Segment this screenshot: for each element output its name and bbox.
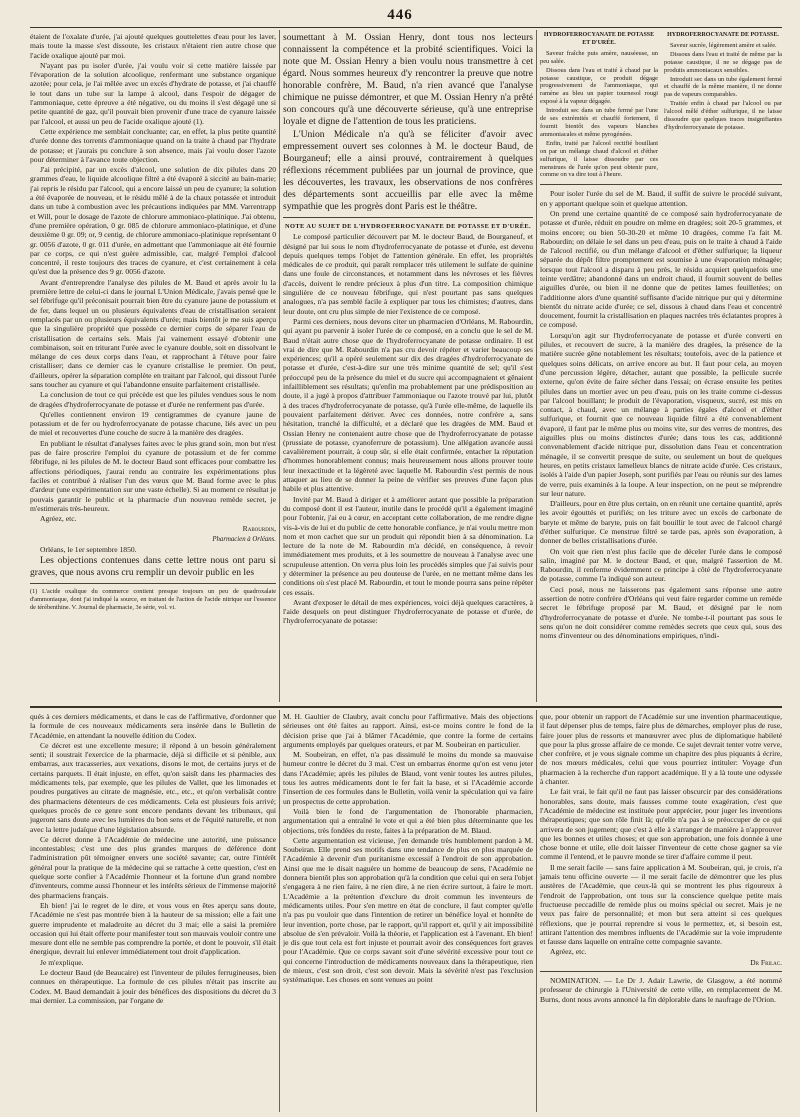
paragraph: Invité par M. Baud à diriger et à améliorer autant que possible la préparation du composé dont il est l'auteur, inutile dans le procédé qu'il a également imaginé pour l'obtenir, j'ai eu à cœur, en acceptant cette collaboration, de me rendre digne vis-à-vis de lui et du public de cette honorable confiance, je n'ai voulu mettre mon nom et mon cachet que sur un produit qui répondit bien à sa dénomination. La lecture de la note de M. Rabourdin m'a décidé, en conséquence, à revoir immédiatement mes produits, et à les soumettre de nouveau à l'analyse avec une scrupuleuse attention. On verra plus loin les procédés simples que j'ai suivis pour y déterminer la présence au peu douteuse de l'urée, en ne mettant même dans les conditions où s'est placé M. Rabourdin, et tout le monde pourra sans peine répéter ces essais. (283, 494, 533, 597)
comparison-item: Traitée enfin à chaud par l'alcool ou par l'alcool mêlé d'éther sulfurique, il ne laisse dissoudre que quelques traces insignifiantes d'hydroferrocyanate de potasse. (664, 100, 782, 131)
signature: Dr Frilac. (750, 957, 782, 967)
comparison-table (540, 32, 782, 180)
closing: Agréez, etc. (40, 514, 77, 524)
footnote-rule (30, 583, 276, 584)
paragraph: Cette expérience me semblait concluante; car, en effet, la plus petite quantité d'urée donne des torrents d'ammoniaque quand on la traite à chaud par l'hydrate de potasse; et j'aurais pu conclure à son absence, mais j'ai voulu doser l'azote pour déterminer à l'avance toute objection. (30, 126, 276, 164)
news-item: NOMINATION. — Le Dr J. Adair Lawrie, de Glasgow, a été nommé professeur de chirurgie à l'Université de cette ville, en remplacement de M. Burns, dont nous avons annoncé la fin déplorable dans le naufrage de l'Orion. (540, 976, 782, 1004)
section-title: NOTE AU SUJET DE L'HYDROFERROCYANATE DE POTASSE ET D'URÉE. (284, 223, 532, 230)
news-rule (540, 971, 782, 972)
paragraph: Voilà bien le fond de l'argumentation de l'honorable pharmacien, argumentation qui a entraîné le vote et qui a été bien plus déterminante que les objections, très fondées du reste, faites à la préparation de M. Blaud. (283, 806, 533, 835)
paragraph: que, pour obtenir un rapport de l'Académie sur une invention pharmaceutique, il faut dépenser plus de temps, faire plus de démarches, employer plus de ruse, faire jouer plus de ressorts et manœuvrer avec plus de diplomatique habileté que pour la plus grosse affaire de ce monde. Ce sujet devrait tenter votre verve, cher confrère, et je vous signale comme un chapitre des plus piquants à écrire, de nos mœurs médicales, celui que vous pourriez intituler: Voyage d'un pharmacien à la recherche d'un rapport académique. Il y a là toute une odyssée à chanter. (540, 712, 782, 787)
paragraph: On voit que rien n'est plus facile que de déceler l'urée dans le composé salin, imaginé par M. le docteur Baud, et que, malgré l'assertion de M. Rabourdin, il renferme évidemment ce principe à côté de l'hydroferrocyanate de potasse, comme l'a indiqué son auteur. (540, 546, 782, 584)
comparison-item: Introduit sec dans un tube également fermé et chauffé de la même manière, il ne donne pas de vapeurs comparables. (664, 75, 782, 99)
paragraph: Cette argumentation est vicieuse, j'en demande très humblement pardon à M. Soubeiran. Elle prend ses motifs dans une tendance de plus en plus marquée de l'Académie à devenir d'un puritanisme excessif à l'endroit de son approbation. Ainsi que me le disait naguère un homme de beaucoup de sens, l'Académie ne donnera bientôt plus son approbation qu'à la condition que celui qui en sera l'objet s'engagera à ne rien faire, à ne rien dire, à ne rien écrire surtout, à faire le mort. L'Académie a la prétention d'exclure du droit commun les inventeurs de médicaments utiles. Pour s'en mettre en état de conclure, il faut compter qu'elle n'a pas pu vouloir que dans l'intention de retirer un bénéfice loyal et honnête de leur invention, porte chose, par le rapport, qu'il rapport et, qu'il y ait impossibilité absolue de s'en prévaloir. Voilà la théorie, et l'application est à l'avenant. Eh bien! je dis que tout cela est fort injuste et pourrait avoir des conséquences fort graves pour l'Académie. Que ce corps savant soit d'une sévérité excessive pour tout ce qui concerne l'introduction de médicaments nouveaux dans la thérapeutique, rien de mieux, c'est son droit, c'est son devoir. Mais la sévérité n'est pas l'exclusion systématique. Les choses en sont venues au point (283, 835, 533, 985)
paragraph: Pour isoler l'urée du sel de M. Baud, il suffit de suivre le procédé suivant, en y apportant quelque soin et quelque attention. (540, 189, 782, 208)
paragraph: Il me serait facile — sans faire application à M. Soubeiran, qui, je crois, n'a jamais tenu officine ouverte — il me serait facile de démontrer que les plus austères de l'Académie, que ceux-là qui se montrent les plus rigoureux à l'endroit de l'approbation, ont tous sur la conscience quelque petite mais fructueuse peccadille de remède plus ou moins spécial ou secret. Mais je ne veux pas faire de personnalité; et mon but sera atteint si ces quelques réflexions, que je pourrai reprendre si vous le permettez, et, si besoin est, attirant l'attention des membres influents de l'Académie sur la voie imprudente et fausse dans laquelle on entraîne cette compagnie savante. (540, 862, 782, 947)
paragraph: J'ai précipité, par un excès d'alcool, une solution de dix pilules dans 20 grammes d'eau, le liquide alcoolique filtré a été évaporé à siccité au bain-marie; j'ai repris le résidu par l'alcool, qui a encore laissé un peu de cyanure; la solution a été évaporée de nouveau, et le résidu mêlé à de la chaux potassée et introduit dans un tube à combustion avec les précautions indiquées par MM. Varrentrapp et Will, pour le dosage de l'azote de chlorure ammoniaco-platinique. J'ai obtenu, d'une première opération, 0 gr. 085 de chlorure ammoniaco-platinique, et d'une deuxième 0 gr. 09; or, 9 centig. de chlorure ammoniaco-platinique représentant 0 gr. 0056 d'azote, 0 gr. 011 d'urée, en admettant que l'ammoniaque ait été fournie par ce corps, ce qui n'est guère admissible, car, malgré l'emploi d'alcool concentré, il reste toujours des traces de cyanure, et c'est certainement à cela qu'est due la présence des 9 gr. 0056 d'azote. (30, 165, 276, 277)
paragraph: On prend une certaine quantité de ce composé sain hydroferrocyanate de potasse et d'urée, réduit en poudre on même en dragées; soit 20-5 grammes, et moins encore; ou bien 50-30-20 et même 10 dragées, comme l'a fait M. Rabourdin; on délaie le sel dans un peu d'eau, puis on le traite à chaud à l'aide de l'alcool rectifié, ou d'un mélange d'alcool et d'éther sulfurique; la liqueur séparée du dépôt filtre promptement est soumise à une évaporation ménagée; lorsque tout l'alcool a disparu à peu près, le résidu acquiert quelquefois une teinte verdâtre; abandonné dans un endroit chaud, il fournit souvent de belles aiguilles d'urée, ou bien il ne donne que de petites lames feuilletées; on l'additionne alors d'une quantité suffisante d'acide nitrique pur qui y détermine bientôt du nitrate acide d'urée; ce sel, dissous à chaud dans l'eau et concentré doucement, fournit la cristallisation en plaques nacrées très éclatantes propres à ce composé. (540, 208, 782, 330)
comparison-item: Saveur sucrée, légèrement amère et salée. (670, 41, 777, 49)
dateline: Orléans, le 1er septembre 1850. (40, 545, 137, 555)
header-rule (30, 27, 782, 28)
comparison-item: Dissous dans l'eau et traité de même par la potasse caustique, il ne se dégage pas de produits ammoniacaux sensibles. (664, 50, 782, 74)
paragraph: Parmi ces derniers, nous devons citer un pharmacien d'Orléans, M. Rabourdin, qui ayant pu parvenir à isoler l'urée de ce composé, en a conclu que le sel de M. Baud n'était autre chose que de l'hydroferrocyanate de potasse ordinaire. Il est vrai de dire que M. Rabourdin n'a pas cru devoir répéter et varier beaucoup ses expériences; qu'il a opéré seulement sur dix des dragées d'hydroferrocyanate de potasse et d'urée, c'est-à-dire sur une très minime quantité de sel; qu'il s'est préoccupé peu de la présence du miel et du sucre qui accompagnaient et gênaient infailliblement ses résultats; qu'enfin ma probablement par une prédisposition au doute, il a jugé à propos d'attribuer l'ammoniaque ou l'azote trouvé par lui, plutôt à des traces d'hydroferrocyanate de potasse, qu'à l'urée elle-même, de laquelle ils pouvaient parfaitement dériver. Avec ces données, notre confrère a, sans hésitation, tranché la difficulté, et a déclaré que les dragées de MM. Baud et Ossian Henry ne contenaient autre chose que de l'hydroferrocyanate de potasse (prussiate de potasse, cyanoferrure de potassium). Une allégation avancée aussi cavalièrement pourrait, à coup sûr, si elle était confirmée, entacher la réputation d'hommes honorablement connus; mais heureusement nous allons prouver toute leur inexactitude et la légèreté avec laquelle M. Rabourdin s'est permis de nous attaquer au lieu de se donner la peine de vérifier ses preuves d'une façon plus habile et plus attentive. (283, 316, 533, 494)
paragraph: Je m'explique. (40, 957, 84, 967)
paragraph: qués à ces derniers médicaments, et dans le cas de l'affirmative, d'ordonner que la formule de ces nouveaux médicaments sera insérée dans le Bulletin de l'Académie, en attendant la nouvelle édition du Codex. (30, 712, 276, 740)
column-divider (279, 710, 280, 1112)
signature-title: Pharmacien à Orléans. (212, 535, 276, 543)
left-column (30, 32, 276, 672)
paragraph: Ce décret est une excellente mesure; il répond à un besoin généralement senti; il soustrait l'exercice de la pharmacie, déjà si difficile et si pénible, aux embarras, aux tracasseries, aux vexations, disons le mot, de certains jurys et de certains parquets. Il était injuste, en effet, qu'on saisît dans les pharmacies des médicaments tels, par exemple, que les pilules de Vallet, que les limonades et poudres purgatives au citrate de magnésie, etc., etc., et qu'on verbalisât contre des pharmaciens détenteurs de ces médicaments. Cela est plusieurs fois arrivé; quelques procès de ce genre sont encore pendants devant les tribunaux, qui jugeront sans doute avec les lumières du bon sens et de l'équité naturelle, et non avec la lettre judaïque d'une législation absurde. (30, 740, 276, 834)
paragraph: étaient de l'oxalate d'urée, j'ai ajouté quelques gouttelettes d'eau pour les laver, mais toute la masse s'est dissoute, les cristaux n'étaient rien autre chose que l'acide oxalique ajouté par moi. (30, 32, 276, 60)
bottom-left-column (30, 712, 276, 1112)
paragraph: N'ayant pas pu isoler d'urée, j'ai voulu voir si cette matière laissée par l'évaporation de la solution alcoolique, renfermant une substance organique azotée; pour cela, je l'ai mêlée avec un excès d'hydrate de potasse, et j'ai chauffé le tout dans un tube sur la lampe à alcool, dans l'espoir de dégager de l'ammoniaque, cette épreuve a été négative, ou du moins il s'est dégagé une si petite quantité de gaz, qu'il pouvait bien provenir d'une trace de cyanure laissée par l'alcool, et aussi un peu de l'acide oxalique ajouté (1). (30, 60, 276, 126)
comparison-item: Enfin, traité par l'alcool rectifié bouillant on par un mélange chaud d'alcool et d'éther sulfurique, il laisse dissoudre par ces menstrues de l'urée qu'on peut obtenir pure, comme on va dire tout à l'heure. (540, 139, 658, 179)
column-divider (536, 710, 537, 1112)
comparison-item: Saveur fraîche puis amère, nauséeuse, un peu salée. (540, 49, 658, 65)
paragraph: La conclusion de tout ce qui précède est que les pilules vendues sous le nom de dragées d'hydroferrocyanate de potasse et d'urée ne renferment pas d'urée. (30, 390, 276, 409)
right-column (540, 32, 782, 702)
paragraph: M. Soubeiran, en effet, n'a pas dissimulé le moins du monde sa mauvaise humeur contre le décret du 3 mai. C'est un embarras énorme qu'on est venu jeter dans l'Académie; après les pilules de Blaud, vont venir toutes les autres pilules, tous les autres médicaments dont le fer fait la base, et si l'Académie accorde l'insertion de ces formules dans le Bulletin, voilà venir la spéculation qui va faire un prospectus de cette approbation. (283, 750, 533, 806)
paragraph: En publiant le résultat d'analyses faites avec le plus grand soin, mon but n'est pas de faire proscrire l'emploi du cyanure de potassium et de fer comme fébrifuge, ni les pilules de M. le docteur Baud sont efficaces pour combattre les affections périodiques, j'aurai rendu au contraire les expérimentations plus faciles et contribué à réaliser l'un des vœux que M. Baud forme avec le plus d'ardeur (une expérimentation sur une vaste échelle). Si au moment ce résultat je pouvais garantir le public et la pharmacie d'un nouveau remède secret, je m'estimerais très-heureux. (30, 438, 276, 513)
table-rule (540, 184, 782, 185)
comparison-item: Introduit sec dans un tube fermé par l'une de ses extrémités et chauffé fortement, il fournit bientôt des vapeurs blanches ammoniacales et même pyrogénées. (540, 107, 658, 138)
paragraph: Avant d'entreprendre l'analyse des pilules de M. Baud et après avoir lu la première lettre de celui-ci dans le journal L'Union Médicale, j'avais pensé que le sel fébrifuge qu'il préconisait pourrait bien être du cyanure jaune de potassium et de fer, dans lequel un ou plusieurs équivalents d'eau de cristallisation seraient remplacés par un ou plusieurs équivalents d'urée; mais bientôt je me suis aperçu que la singulière propriété que possède ce dernier corps de séparer l'eau de cristallisation de certains sels. Mais j'ai vainement essayé d'obtenir une combinaison, soit en triturant l'urée avec le cyanure double, soit en dissolvant le mélange de ces deux corps dans l'eau, et rapprochant à l'étuve pour faire cristalliser; dans ce dernier cas le cyanure cristallise le premier. On peut, d'ailleurs, opérer la séparation complète en traitant par l'alcool, qui dissout l'urée sans toucher au cyanure et qui l'abandonne ensuite parfaitement cristallisée. (30, 277, 276, 389)
comparison-heading: HYDROFERROCYANATE DE POTASSE. (667, 32, 779, 38)
column-divider (279, 30, 280, 702)
comparison-column-potash (664, 32, 782, 180)
signature: Rabourdin, (242, 524, 276, 534)
paragraph: D'ailleurs, pour en être plus certain, on en réunit une certaine quantité, après les avoir égouttés et purifiés; on les triture avec un excès de carbonate de baryte et même de baryte, puis on fait bouillir le tout avec de l'alcool chargé d'éther sulfurique. Ce menstrue filtré se tarde pas, après son évaporation, à donner de belles cristallisations d'urée. (540, 499, 782, 546)
comparison-column-urea (540, 32, 658, 180)
footnote: (1) L'acide oxalique du commerce contient presque toujours un peu de quadroxalate d'ammoniaque, dont j'ai indiqué la source, en traitant de l'action de l'acide nitrique sur l'essence de térébenthine. V. Journal de pharmacie, 3e série, vol. vi. (30, 588, 276, 611)
paragraph: soumettant à M. Ossian Henry, dont tous nos lecteurs connaissent la compétence et la probité scientifiques. Voici la note que M. Ossian Henry a bien voulu nous transmettre à cet égard. Nous sommes heureux d'y rencontrer la preuve que notre honorable confrère, M. Baud, n'a rien avancé que l'analyse chimique ne puisse démontrer, et que M. Ossian Henry n'a prêté son concours qu'à une découverte sérieuse, qu'à une entreprise loyale et digne de l'attention de tous les praticiens. (283, 32, 533, 127)
paragraph: Eh bien! j'ai le regret de le dire, et vous vous en êtes aperçu sans doute, l'Académie ne s'est pas montrée bien à la hauteur de sa mission; elle a fait une guerre imprudente et maladroite au décret du 3 mai; elle a saisi la première occasion qui lui était offerte pour manifester tout son mauvais vouloir contre une mesure dont elle ne semble pas comprendre la portée, et dont le pouvoir, s'il était énergique, devrait lui enlever immédiatement tout droit d'application. (30, 900, 276, 957)
paragraph: Ce décret donne à l'Académie de médecine une autorité, une puissance incontestables; c'est une des plus grandes marques de déférence dont l'administration pût témoigner envers une société savante; car, outre l'intérêt général pour la pratique de la médecine qui se rattache à cette question, c'est en quelque sorte confier à l'Académie l'honneur et la fortune d'un grand nombre d'inventeurs, comme aussi l'honneur et les intérêts sérieux de l'immense majorité des pharmaciens français. (30, 834, 276, 900)
middle-column (283, 32, 533, 702)
column-divider (536, 30, 537, 702)
paragraph: Le composé particulier découvert par M. le docteur Baud, de Bourganeuf, et désigné par lui sous le nom d'hydroferrocyanate de potasse et d'urée, est devenu depuis quelques temps l'objet de l'attention générale. En effet, les propriétés médicales de ce produit, qui paraît remplacer très utilement le sulfate de quinine dans une foule de circonstances, et notamment dans les névroses et les fièvres d'accès, doivent le rendre précieux à plus d'un titre. La composition chimique singulière de ce nouveau fébrifuge, qui n'est pourtant pas sans quelques analogues, n'a pas semblé facile à expliquer par tous les chimistes; d'autres, dans leur doute, ont cru plus simple de nier l'existence de ce composé. (283, 232, 533, 316)
comparison-heading: HYDROFERROCYANATE DE POTASSE ET D'URÉE. (543, 32, 655, 46)
bottom-middle-column (283, 712, 533, 1112)
paragraph: Le docteur Baud (de Beaucaire) est l'inventeur de pilules ferrugineuses, bien connues en thérapeutique. La formule de ces pilules n'était pas inscrite au Codex. M. Baud demandait à jouir des bénéfices des dispositions du décret du 3 mai dernier. La commission, par l'organe de (30, 968, 276, 1005)
paragraph: Qu'elles contiennent environ 19 centigrammes de cyanure jaune de potassium et de fer ou hydroferrocyanate de potasse chacune, liés avec un peu de miel et recouvertes d'une couche de sucre à la manière des dragées. (30, 409, 276, 438)
paragraph: Le fait vrai, le fait qu'il ne faut pas laisser obscurcir par des considérations honorables, sans doute, mais fausses comme toute exagération, c'est que l'Académie de médecine est instituée pour apprécier, pour juger les inventions thérapeutiques; que son rôle finit là; qu'elle n'a pas à se préoccuper de ce qui arrivera de son jugement; que c'est à elle à s'arranger de manière à n'approuver que les bonnes et utiles choses; et que son approbation, une fois donnée à une chose bonne et utile, elle doit laisser l'inventeur de cette chose gagner sa vie comme il l'entend, et le pauvre monde se tirer d'affaire comme il peut. (540, 787, 782, 862)
paragraph: Lorsqu'on agit sur l'hydroferrocyanate de potasse et d'urée converti en pilules, et recouvert de sucre, à la manière des dragées, la présence de la matière sucrée gêne notablement les résultats; toutefois, avec de la patience et quelques soins délicats, on arrive encore au but. Il faut pour cela, au moyen d'une percussion légère, détacher, autant que possible, la pellicule sucrée externe, qu'on évite de faire sécher dans l'essai; on écrase ensuite les petites pilules dans un mortier avec un peu d'eau, puis on les traite comme ci-dessus par l'alcool bouillant; le produit de l'évaporation, visqueux, sucré, est mis en contact, à chaud, avec un mélange à parties égales d'alcool et d'éther sulfurique, et fournit que ce nouveau liquide filtré a été convenablement évaporé, il faut par le même plus ou moins vite, sur des verres de montres, des aiguilles plus ou moins distinctes d'urée; dans tous les cas, additionné convenablement d'acide nitrique pur, dissolution dans l'eau et concentration ménagée, il se convertit presque de suite, ou seulement un bout de quelques heures, en petits cristaux lamelleux blancs de nitrate acide d'urée. Ces cristaux, isolés à l'aide d'un papier Joseph, sont purifiés par l'eau ou réunis sur des lames de verre, puis examinés à la loupe. A leur inspection, on ne peut se méprendre sur leur nature. (540, 330, 782, 498)
section-divider (30, 706, 782, 708)
editorial-lead: Les objections contenues dans cette lettre nous ont paru si graves, que nous avons cru remplir un devoir public en les (30, 555, 276, 579)
closing: Agréez, etc. (550, 947, 587, 957)
section-rule (283, 217, 533, 218)
paragraph: Avant d'exposer le détail de mes expériences, voici déjà quelques caractères, à l'aide desquels on peut distinguer l'hydroferrocyanate de potasse et d'urée, de l'hydroferrocyanate de potasse: (283, 597, 533, 626)
page-number: 446 (387, 7, 413, 23)
bottom-right-column (540, 712, 782, 1112)
paragraph: Ceci posé, nous ne laisserons pas également sans réponse une autre assertion de notre confrère d'Orléans qui veut faire regarder comme un remède secret le fébrifuge proposé par M. Baud, et désigné par le nom d'hydroferrocyanate de potasse et d'urée. Ne tombe-t-il pourtant pas sous le sens qu'on ne doit considérer comme remèdes secrets que ceux qui, sous des noms d'inventeur ou des dénominations empiriques, n'indi- (540, 584, 782, 641)
paragraph: L'Union Médicale n'a qu'à se féliciter d'avoir avec empressement ouvert ses colonnes à M. le docteur Baud, de Bourganeuf; elle a ainsi prouvé, contrairement à quelques réflexions récemment publiées par un journal de province, que les découvertes, les travaux, les observations de nos confrères des départements sont accueillis par elle avec la même sympathie que les progrès dont Paris est le théâtre. (283, 129, 533, 212)
paragraph: M. H. Gaultier de Claubry, avait conclu pour l'affirmative. Mais des objections sérieuses ont été faites au rapport. Ainsi, est-ce moins contre le fond de la décision prise que j'ai à blâmer l'Académie, que contre la forme de certains arguments employés par quelques orateurs, et par M. Soubeiran en particulier. (283, 712, 533, 749)
comparison-item: Dissous dans l'eau et traité à chaud par la potasse caustique, ce produit dégage progressivement de l'ammoniaque, qui ramène au bleu un papier tournesol rougi exposé à la vapeur dégagée. (540, 66, 658, 106)
